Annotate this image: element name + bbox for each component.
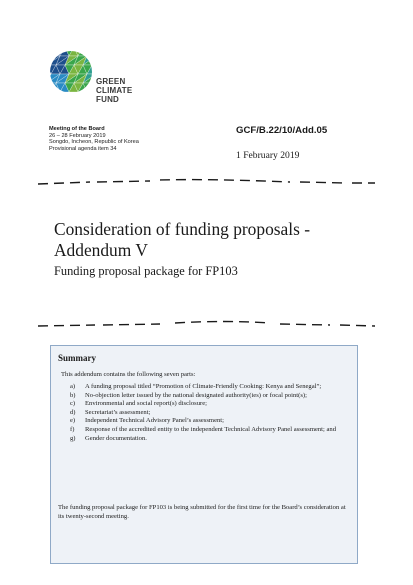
list-marker: f) — [70, 425, 75, 433]
meeting-location: Songdo, Incheon, Republic of Korea — [49, 139, 139, 146]
list-item — [61, 383, 346, 392]
meeting-info — [49, 126, 139, 152]
list-marker: b) — [70, 391, 76, 399]
agenda-item: Provisional agenda item 34 — [49, 145, 117, 152]
decorative-divider-top — [0, 176, 413, 188]
list-item-text: Secretariat’s assessment; — [85, 408, 151, 416]
globe-facet — [83, 49, 92, 56]
logo-line: GREEN — [96, 77, 126, 86]
globe-facet — [49, 83, 56, 92]
globe-facet — [51, 49, 60, 56]
list-marker: g) — [70, 434, 76, 442]
list-item-text: Independent Technical Advisory Panel’s assessment; — [85, 417, 224, 425]
logo-line: FUND — [96, 95, 120, 104]
page-title: Consideration of funding proposals - Addendum V — [54, 219, 310, 260]
list-item — [61, 392, 346, 401]
gcf-logo — [49, 49, 144, 109]
globe-icon — [49, 49, 93, 95]
logo-wordmark — [96, 77, 132, 104]
list-item — [61, 400, 346, 409]
summary-intro: This addendum contains the following seven parts: — [61, 371, 196, 378]
summary-heading: Summary — [58, 353, 96, 363]
list-marker: e) — [70, 417, 76, 425]
list-item — [61, 435, 346, 444]
list-item-text: Environmental and social report(s) disclosure; — [85, 400, 207, 408]
summary-closing: The funding proposal package for FP103 is being submitted for the first time for the Board’s consideration at its twenty-second meeting. — [58, 504, 346, 520]
list-marker: c) — [70, 400, 76, 408]
list-item-text: Gender documentation. — [85, 434, 147, 442]
document-reference: GCF/B.22/10/Add.05 — [236, 125, 328, 136]
list-item — [61, 409, 346, 418]
globe-facet — [87, 49, 93, 56]
list-item-text: A funding proposal titled “Promotion of Climate-Friendly Cooking: Kenya and Senegal”; — [85, 383, 322, 390]
summary-list — [61, 383, 346, 443]
decorative-divider-bottom — [0, 318, 413, 330]
globe-facet — [78, 49, 87, 56]
globe-facet — [49, 49, 56, 56]
list-item-text: No-objection letter issued by the national designated authority(ies) or focal point(s); — [85, 391, 307, 399]
list-item — [61, 426, 346, 435]
page-subtitle: Funding proposal package for FP103 — [54, 264, 238, 278]
list-marker: d) — [70, 408, 76, 416]
list-item-text: Response of the accredited entity to the independent Technical Advisory Panel assessment; and — [85, 425, 337, 433]
document-date: 1 February 2019 — [236, 150, 300, 161]
list-item — [61, 417, 346, 426]
meeting-title: Meeting of the Board — [49, 126, 105, 132]
logo-line: CLIMATE — [96, 86, 133, 95]
meeting-dates: 26 – 28 February 2019 — [49, 132, 106, 139]
summary-box — [50, 345, 358, 564]
list-marker: a) — [70, 383, 76, 390]
